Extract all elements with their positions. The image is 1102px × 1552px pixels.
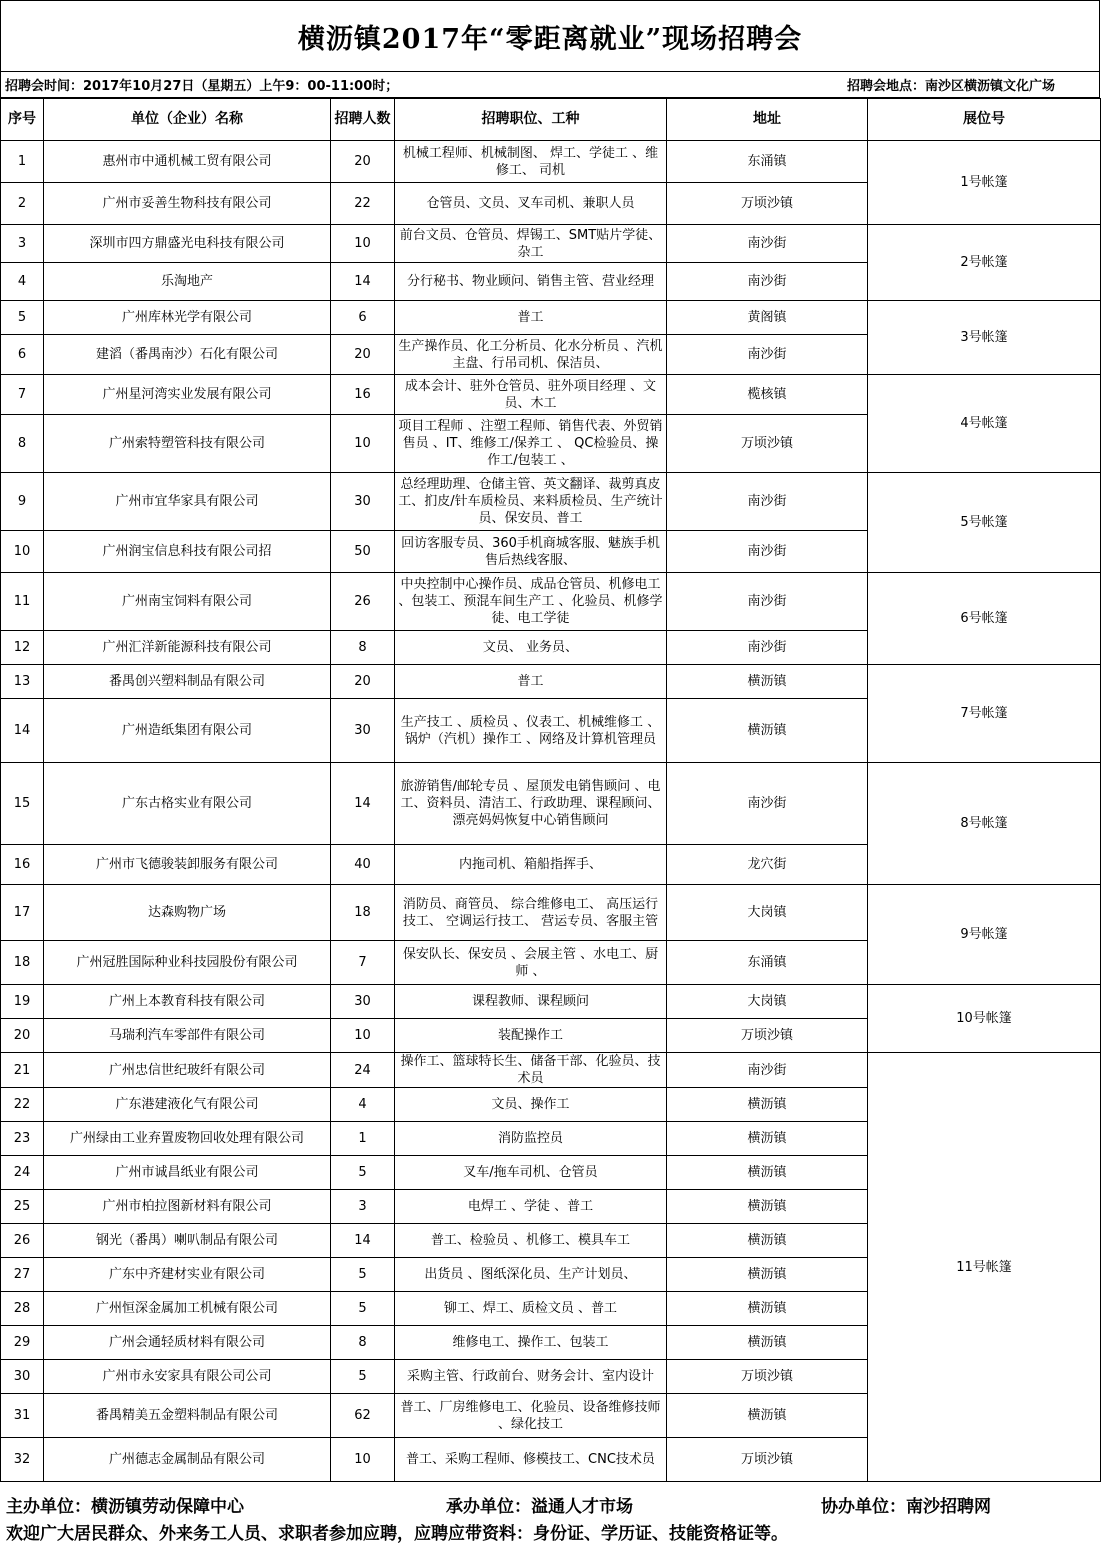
company-address: 南沙街 <box>667 225 868 263</box>
company-address: 龙穴街 <box>667 845 868 885</box>
row-number: 7 <box>1 375 44 415</box>
hiring-count: 8 <box>331 631 395 665</box>
company-address: 横沥镇 <box>667 1190 868 1224</box>
page-title: 横沥镇2017年“零距离就业”现场招聘会 <box>0 0 1100 72</box>
job-positions: 文员、 业务员、 <box>395 631 667 665</box>
company-address: 横沥镇 <box>667 665 868 699</box>
company-name: 建滔（番禺南沙）石化有限公司 <box>44 335 331 375</box>
company-address: 榄核镇 <box>667 375 868 415</box>
company-name: 广州南宝饲料有限公司 <box>44 573 331 631</box>
fair-location: 招聘会地点：南沙区横沥镇文化广场 <box>846 79 1055 94</box>
company-name: 广东港建液化气有限公司 <box>44 1088 331 1122</box>
company-address: 南沙街 <box>667 473 868 531</box>
header-jobs: 招聘职位、工种 <box>395 99 667 141</box>
row-number: 25 <box>1 1190 44 1224</box>
company-name: 广州市永安家具有限公司公司 <box>44 1360 331 1394</box>
company-name: 番禺创兴塑料制品有限公司 <box>44 665 331 699</box>
hiring-count: 40 <box>331 845 395 885</box>
hiring-count: 30 <box>331 985 395 1019</box>
company-address: 横沥镇 <box>667 1292 868 1326</box>
job-positions: 仓管员、文员、叉车司机、兼职人员 <box>395 183 667 225</box>
company-name: 广州忠信世纪玻纤有限公司 <box>44 1053 331 1088</box>
company-address: 万顷沙镇 <box>667 415 868 473</box>
job-positions: 普工 <box>395 301 667 335</box>
row-number: 21 <box>1 1053 44 1088</box>
row-number: 4 <box>1 263 44 301</box>
job-positions: 普工、采购工程师、修模技工、CNC技术员 <box>395 1438 667 1482</box>
table-body <box>1 141 1101 1482</box>
header-company: 单位（企业）名称 <box>44 99 331 141</box>
row-number: 2 <box>1 183 44 225</box>
company-address: 万顷沙镇 <box>667 1360 868 1394</box>
company-address: 万顷沙镇 <box>667 1019 868 1053</box>
company-name: 广州索特塑管科技有限公司 <box>44 415 331 473</box>
hiring-count: 5 <box>331 1156 395 1190</box>
job-positions: 分行秘书、物业顾问、销售主管、营业经理 <box>395 263 667 301</box>
recruitment-table <box>0 98 1101 1482</box>
company-name: 惠州市中通机械工贸有限公司 <box>44 141 331 183</box>
company-name: 广东古格实业有限公司 <box>44 763 331 845</box>
company-name: 广州冠胜国际种业科技园股份有限公司 <box>44 941 331 985</box>
row-number: 24 <box>1 1156 44 1190</box>
info-bar <box>0 72 1100 98</box>
table-row <box>1 375 1101 415</box>
row-number: 10 <box>1 531 44 573</box>
booth-number: 8号帐篷 <box>868 763 1101 885</box>
job-positions: 消防员、商管员、 综合维修电工、 高压运行技工、 空调运行技工、 营运专员、客服主管 <box>395 885 667 941</box>
table-header-row <box>1 99 1101 141</box>
job-positions: 电焊工 、学徒 、普工 <box>395 1190 667 1224</box>
company-name: 广州造纸集团有限公司 <box>44 699 331 763</box>
company-address: 横沥镇 <box>667 1258 868 1292</box>
row-number: 16 <box>1 845 44 885</box>
header-no: 序号 <box>1 99 44 141</box>
row-number: 26 <box>1 1224 44 1258</box>
notice: 欢迎广大居民群众、外来务工人员、求职者参加应聘，应聘应带资料：身份证、学历证、技能资格证等。 <box>6 1524 788 1544</box>
fair-time: 招聘会时间：2017年10月27日（星期五）上午9：00-11:00时； <box>5 79 399 94</box>
job-positions: 前台文员、仓管员、焊锡工、SMT贴片学徒、杂工 <box>395 225 667 263</box>
company-address: 南沙街 <box>667 763 868 845</box>
row-number: 17 <box>1 885 44 941</box>
table-row <box>1 225 1101 263</box>
table-row <box>1 665 1101 699</box>
row-number: 15 <box>1 763 44 845</box>
header-address: 地址 <box>667 99 868 141</box>
row-number: 23 <box>1 1122 44 1156</box>
row-number: 9 <box>1 473 44 531</box>
hiring-count: 62 <box>331 1394 395 1438</box>
company-address: 南沙街 <box>667 1053 868 1088</box>
co-organizer-unit: 协办单位：南沙招聘网 <box>821 1497 991 1517</box>
booth-number: 5号帐篷 <box>868 473 1101 573</box>
hiring-count: 20 <box>331 665 395 699</box>
company-name: 广州市妥善生物科技有限公司 <box>44 183 331 225</box>
hiring-count: 10 <box>331 225 395 263</box>
job-positions: 普工、厂房维修电工、化验员、设备维修技师 、绿化技工 <box>395 1394 667 1438</box>
hiring-count: 30 <box>331 699 395 763</box>
row-number: 12 <box>1 631 44 665</box>
table-row <box>1 985 1101 1019</box>
hiring-count: 5 <box>331 1258 395 1292</box>
company-name: 广州绿由工业弃置废物回收处理有限公司 <box>44 1122 331 1156</box>
company-name: 马瑞利汽车零部件有限公司 <box>44 1019 331 1053</box>
job-positions: 成本会计、驻外仓管员、驻外项目经理 、文员、木工 <box>395 375 667 415</box>
job-positions: 铆工、焊工、质检文员 、普工 <box>395 1292 667 1326</box>
company-address: 大岗镇 <box>667 985 868 1019</box>
company-name: 广州上本教育科技有限公司 <box>44 985 331 1019</box>
row-number: 1 <box>1 141 44 183</box>
booth-number: 3号帐篷 <box>868 301 1101 375</box>
company-address: 大岗镇 <box>667 885 868 941</box>
booth-number: 11号帐篷 <box>868 1053 1101 1482</box>
job-positions: 出货员 、图纸深化员、生产计划员、 <box>395 1258 667 1292</box>
hiring-count: 18 <box>331 885 395 941</box>
row-number: 19 <box>1 985 44 1019</box>
hiring-count: 10 <box>331 1438 395 1482</box>
company-address: 横沥镇 <box>667 1394 868 1438</box>
job-positions: 装配操作工 <box>395 1019 667 1053</box>
table-row <box>1 573 1101 631</box>
job-positions: 生产操作员、化工分析员、化水分析员 、汽机主盘、行吊司机、保洁员、 <box>395 335 667 375</box>
company-address: 东涌镇 <box>667 141 868 183</box>
hiring-count: 14 <box>331 1224 395 1258</box>
row-number: 14 <box>1 699 44 763</box>
company-name: 广州库林光学有限公司 <box>44 301 331 335</box>
company-address: 南沙街 <box>667 573 868 631</box>
hiring-count: 20 <box>331 335 395 375</box>
table-row <box>1 763 1101 845</box>
row-number: 11 <box>1 573 44 631</box>
row-number: 29 <box>1 1326 44 1360</box>
hiring-count: 10 <box>331 415 395 473</box>
row-number: 30 <box>1 1360 44 1394</box>
booth-number: 6号帐篷 <box>868 573 1101 665</box>
organizers <box>6 1494 1096 1521</box>
company-name: 广州汇洋新能源科技有限公司 <box>44 631 331 665</box>
hiring-count: 6 <box>331 301 395 335</box>
job-positions: 内拖司机、箱船指挥手、 <box>395 845 667 885</box>
booth-number: 2号帐篷 <box>868 225 1101 301</box>
company-name: 广州会通轻质材料有限公司 <box>44 1326 331 1360</box>
row-number: 20 <box>1 1019 44 1053</box>
hiring-count: 20 <box>331 141 395 183</box>
company-name: 广东中齐建材实业有限公司 <box>44 1258 331 1292</box>
booth-number: 9号帐篷 <box>868 885 1101 985</box>
host-unit: 主办单位：横沥镇劳动保障中心 <box>6 1497 244 1517</box>
booth-number: 1号帐篷 <box>868 141 1101 225</box>
row-number: 6 <box>1 335 44 375</box>
job-positions: 回访客服专员、360手机商城客服、魅族手机售后热线客服、 <box>395 531 667 573</box>
company-name: 广州市柏拉图新材料有限公司 <box>44 1190 331 1224</box>
company-address: 黄阁镇 <box>667 301 868 335</box>
job-positions: 采购主管、行政前台、财务会计、室内设计 <box>395 1360 667 1394</box>
company-address: 东涌镇 <box>667 941 868 985</box>
header-booth: 展位号 <box>868 99 1101 141</box>
row-number: 3 <box>1 225 44 263</box>
table-row <box>1 301 1101 335</box>
hiring-count: 3 <box>331 1190 395 1224</box>
footer <box>6 1494 1096 1548</box>
table-row <box>1 1053 1101 1088</box>
hiring-count: 30 <box>331 473 395 531</box>
company-address: 南沙街 <box>667 263 868 301</box>
job-positions: 维修电工、操作工、包装工 <box>395 1326 667 1360</box>
company-address: 南沙街 <box>667 631 868 665</box>
company-name: 广州市诚昌纸业有限公司 <box>44 1156 331 1190</box>
row-number: 31 <box>1 1394 44 1438</box>
booth-number: 4号帐篷 <box>868 375 1101 473</box>
company-address: 南沙街 <box>667 335 868 375</box>
company-address: 横沥镇 <box>667 1326 868 1360</box>
company-name: 深圳市四方鼎盛光电科技有限公司 <box>44 225 331 263</box>
job-positions: 普工、检验员 、机修工、模具车工 <box>395 1224 667 1258</box>
company-name: 广州恒深金属加工机械有限公司 <box>44 1292 331 1326</box>
hiring-count: 5 <box>331 1292 395 1326</box>
booth-number: 10号帐篷 <box>868 985 1101 1053</box>
row-number: 22 <box>1 1088 44 1122</box>
company-address: 横沥镇 <box>667 1156 868 1190</box>
hiring-count: 10 <box>331 1019 395 1053</box>
company-name: 番禺精美五金塑料制品有限公司 <box>44 1394 331 1438</box>
job-positions: 总经理助理、仓储主管、英文翻译、裁剪真皮工、扪皮/针车质检员、来料质检员、生产统计员、保安员、普工 <box>395 473 667 531</box>
hiring-count: 16 <box>331 375 395 415</box>
job-positions: 生产技工 、质检员 、仪表工、机械维修工 、锅炉（汽机）操作工 、网络及计算机管理员 <box>395 699 667 763</box>
hiring-count: 5 <box>331 1360 395 1394</box>
job-positions: 机械工程师、机械制图、 焊工、学徒工 、维修工、 司机 <box>395 141 667 183</box>
organizer-unit: 承办单位：溢通人才市场 <box>446 1497 633 1517</box>
header-count: 招聘人数 <box>331 99 395 141</box>
row-number: 28 <box>1 1292 44 1326</box>
hiring-count: 14 <box>331 263 395 301</box>
company-name: 广州润宝信息科技有限公司招 <box>44 531 331 573</box>
hiring-count: 14 <box>331 763 395 845</box>
company-name: 乐淘地产 <box>44 263 331 301</box>
company-address: 横沥镇 <box>667 1224 868 1258</box>
hiring-count: 26 <box>331 573 395 631</box>
company-address: 横沥镇 <box>667 1122 868 1156</box>
job-positions: 操作工、篮球特长生、储备干部、化验员、技术员 <box>395 1053 667 1088</box>
hiring-count: 7 <box>331 941 395 985</box>
row-number: 13 <box>1 665 44 699</box>
company-address: 万顷沙镇 <box>667 1438 868 1482</box>
row-number: 27 <box>1 1258 44 1292</box>
company-name: 达森购物广场 <box>44 885 331 941</box>
company-name: 广州德志金属制品有限公司 <box>44 1438 331 1482</box>
job-positions: 旅游销售/邮轮专员 、屋顶发电销售顾问 、电工、资料员、清洁工、行政助理、课程顾问、漂亮妈妈恢复中心销售顾问 <box>395 763 667 845</box>
row-number: 8 <box>1 415 44 473</box>
company-name: 钢光（番禺）喇叭制品有限公司 <box>44 1224 331 1258</box>
company-name: 广州星河湾实业发展有限公司 <box>44 375 331 415</box>
hiring-count: 4 <box>331 1088 395 1122</box>
company-address: 南沙街 <box>667 531 868 573</box>
job-positions: 文员、操作工 <box>395 1088 667 1122</box>
table-row <box>1 473 1101 531</box>
job-positions: 课程教师、课程顾问 <box>395 985 667 1019</box>
hiring-count: 22 <box>331 183 395 225</box>
hiring-count: 8 <box>331 1326 395 1360</box>
company-address: 横沥镇 <box>667 1088 868 1122</box>
company-name: 广州市飞德骏装卸服务有限公司 <box>44 845 331 885</box>
job-positions: 叉车/拖车司机、仓管员 <box>395 1156 667 1190</box>
booth-number: 7号帐篷 <box>868 665 1101 763</box>
job-positions: 项目工程师 、注塑工程师、销售代表、外贸销售员 、IT、维修工/保养工 、 QC检验员、操作工/包装工 、 <box>395 415 667 473</box>
row-number: 32 <box>1 1438 44 1482</box>
company-address: 横沥镇 <box>667 699 868 763</box>
hiring-count: 24 <box>331 1053 395 1088</box>
job-positions: 消防监控员 <box>395 1122 667 1156</box>
job-positions: 中央控制中心操作员、成品仓管员、机修电工 、包装工、预混车间生产工 、化验员、机修学徒、电工学徒 <box>395 573 667 631</box>
table-row <box>1 885 1101 941</box>
company-address: 万顷沙镇 <box>667 183 868 225</box>
row-number: 18 <box>1 941 44 985</box>
company-name: 广州市宜华家具有限公司 <box>44 473 331 531</box>
hiring-count: 1 <box>331 1122 395 1156</box>
hiring-count: 50 <box>331 531 395 573</box>
job-positions: 保安队长、保安员 、会展主管 、水电工、厨师 、 <box>395 941 667 985</box>
table-row <box>1 141 1101 183</box>
row-number: 5 <box>1 301 44 335</box>
job-positions: 普工 <box>395 665 667 699</box>
